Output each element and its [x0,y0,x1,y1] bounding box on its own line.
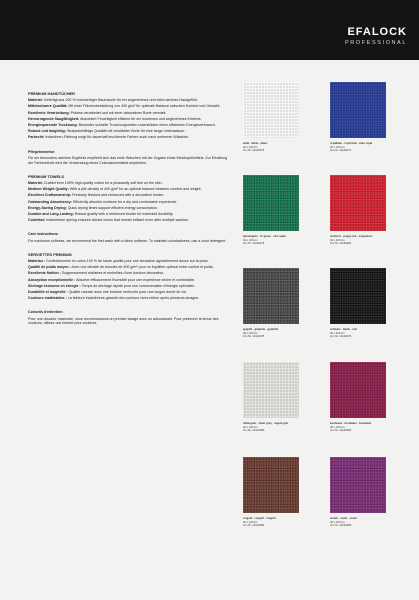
color-swatch-black [330,268,386,324]
property-en: Outstanding Absorbency: Efficiently absorbs moisture for a dry and comfortable experience. [28,199,178,204]
section-title-fr: SERVIETTES PREMIUM [28,251,72,257]
property-en: Durable and Long-Lasting: Robust quality with a reinforced border for extended durability. [28,211,174,216]
property-fr: Absorption exceptionnelle : Absorbe efficacement l'humidité pour une expérience sèche et confortable. [28,277,196,282]
swatch-caption-royal-blue: royalblau · royal blue · bleu royal 40 x 100 cm Art.-Nr. 14102071 [330,142,373,153]
swatch-caption-silver-grey: silbergrau · silver grey · argent gris 40 x 100 cm Art.-Nr. 14102080 [243,422,289,433]
color-swatch-rotgold [243,457,299,513]
property-de: Mittelschwere Qualität: Mit einer Flächenbekleidung von 400 g/m² für optimale Balance zwischen Komfort und Gewicht. [28,104,221,109]
care-text-de: Für ein besonders weiches Ergebnis empfiehlt sich das erste Waschen mit der Zugabe eines Weichspülmittels. Zur Erhaltung der Farbechtheit wird die Verwendung eines Colorwaschmittels empfohlen. [28,155,228,165]
color-swatch-poppy-red [330,175,386,231]
care-title-de: Pflegehinweise: [28,149,56,154]
property-en: Medium Weight Quality: With a pile density of 400 g/m² for an optimal balance between comfort and weight. [28,187,202,192]
property-de: Hervorragende Saugfähigkeit: Absorbiert Feuchtigkeit effizient für ein trockenes und angenehmes Erlebnis. [28,116,202,121]
brand-logo: EFALOCK [347,26,407,38]
swatch-caption-fir-green: tannengrün · fir green · vert sapin 40 x 100 cm Art.-Nr. 14102076 [243,235,287,246]
property-de: Energiesparende Trocknung: Besonder schnelle Trocknungszeiten unterstützen einen effizienten Energieverbrauch. [28,123,216,128]
color-swatch-royal-blue [330,82,386,138]
care-text-en: For maximum softness, we recommend the first wash with a fabric softener. To maintain colorfastness, use a color detergent. [28,238,227,243]
care-title-fr: Conseils d'entretien : [28,310,65,315]
swatch-caption-white: weiß · white · blanc 40 x 100 cm Art.-Nr. 14102074 [243,142,268,153]
brand-subtitle: PROFESSIONAL [345,40,407,46]
property-de: Exzellente Verarbeitung: Präzise verarbeitet und mit einer dekorativen Borte veredelt. [28,110,167,115]
property-fr: Matériau : Confectionnées en coton 100 % de haute qualité pour une sensation agréablement douce sur la peau. [28,258,209,263]
care-title-en: Care instructions: [28,232,59,237]
property-fr: Durabilité et longévité : Qualité robuste avec une bordure renforcée pour une longue durée de vie. [28,289,188,294]
swatch-caption-violet: violett · violet · violet 40 x 100 cm Art.-Nr. 14102084 [330,517,357,528]
color-swatch-graphite [243,268,299,324]
section-title-de: PREMIUM HANDTÜCHER [28,91,75,96]
property-fr: Excellente finition : Soigneusement réalisées et embellies d'une bordure décorative. [28,271,165,276]
property-en: Energy-Saving Drying: Quick drying times support efficient energy consumption. [28,205,158,210]
property-de: Farbecht: Indanthren-Färbung sorgt für dauerhaft leuchtende Farben auch nach mehreren Wäschen. [28,135,190,140]
property-en: Material: Crafted from 100% high-quality cotton for a pleasantly soft feel on the skin. [28,180,163,185]
property-en: Colorfast: Indanthrene dyeing ensures vibrant colors that remain brilliant even after multiple washes. [28,218,189,223]
property-fr: Séchage économe en énergie : Temps de séchage rapide pour une consommation d'énergie optimisée. [28,283,196,288]
property-de: Robust und langlebig: Strapazierfähige Qualität mit verstärkter Borte für eine lange Lebensdauer. [28,129,186,134]
property-fr: Qualité de poids moyen : Avec une densité de boucles de 400 g/m² pour un équilibre optimal entre confort et poids. [28,265,214,270]
header-bar [0,0,419,60]
swatch-caption-bordeaux: bordeaux · bordeaux · bordeaux 40 x 100 cm Art.-Nr. 14102083 [330,422,372,433]
property-en: Excellent Craftsmanship: Precisely finished and enhanced with a decorative border. [28,193,165,198]
description-column [28,92,230,328]
swatch-caption-graphite: graphit · graphite · graphite 40 x 100 cm Art.-Nr. 14102078 [243,328,279,339]
color-swatch-bordeaux [330,362,386,418]
color-swatch-fir-green [243,175,299,231]
swatch-caption-poppy-red: mohnrot · poppy red · coquelicot 40 x 100 cm Art.-Nr. 14102081 [330,235,373,246]
property-fr: Couleurs inaltérables : La teinture indanthrène garantit des couleurs vives même après plusieurs lavages. [28,296,199,301]
color-swatch-violet [330,457,386,513]
care-text-fr: Pour une douceur maximale, nous recommandons un premier lavage avec un adoucissant. Pour préserver la tenue des couleurs, utilisez une lessive pour couleurs. [28,316,219,326]
swatch-caption-black: schwarz · black · noir 40 x 100 cm Art.-Nr. 14102079 [330,328,358,339]
property-de: Material: Gefertigt aus 100 % hochwertiger Baumwolle für ein angenehmes und extra weiches Hautgefühl. [28,98,198,103]
color-swatch-silver-grey [243,362,299,418]
section-title-en: PREMIUM TOWELS [28,173,65,179]
swatch-caption-rotgold: rotgold · rotgold · rotgold 40 x 100 cm Art.-Nr. 14102082 [243,517,276,528]
color-swatch-white [243,82,299,138]
